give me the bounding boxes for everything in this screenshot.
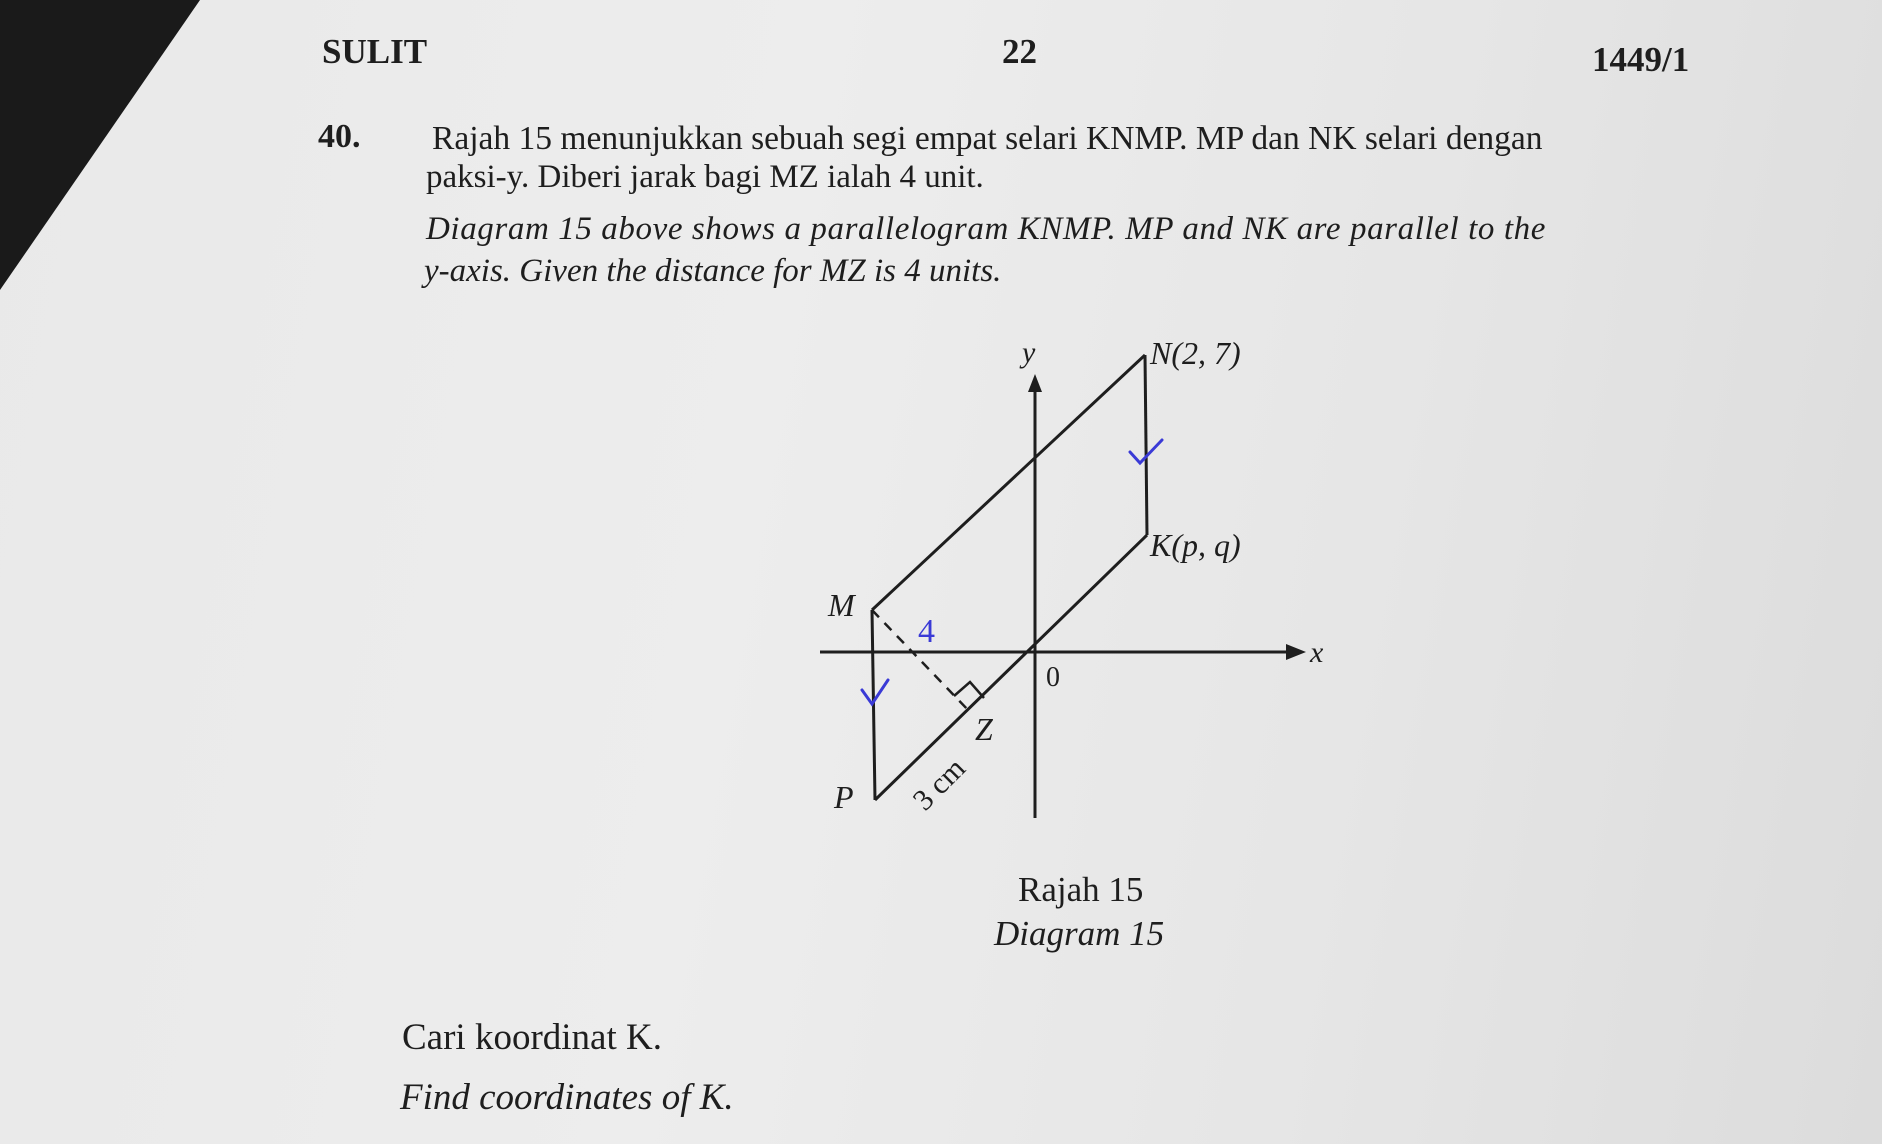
header-page-number: 22 <box>1002 32 1037 71</box>
header-sulit: SULIT <box>322 32 428 71</box>
point-P-label: P <box>834 779 854 815</box>
handwritten-length-3cm: 3 cm <box>906 751 972 817</box>
x-axis-label: x <box>1310 636 1324 669</box>
side-KP <box>875 535 1147 800</box>
point-Z-label: Z <box>975 711 993 747</box>
caption-english: Diagram 15 <box>994 914 1165 953</box>
header-paper-code: 1449/1 <box>1592 40 1690 79</box>
question-english-line2: y-axis. Given the distance for MZ is 4 units. <box>424 253 1002 289</box>
tick-mark-MP <box>862 680 888 704</box>
task-malay: Cari koordinat K. <box>402 1017 662 1058</box>
y-axis-label: y <box>1022 336 1036 369</box>
handwritten-distance-4: 4 <box>918 613 935 650</box>
point-K-label: K(p, q) <box>1150 527 1241 563</box>
side-MN <box>872 355 1145 610</box>
y-axis-arrow <box>1028 374 1042 392</box>
question-malay-line2: paksi-y. Diberi jarak bagi MZ ialah 4 unit. <box>426 159 984 195</box>
side-NK <box>1145 355 1147 535</box>
question-number: 40. <box>318 118 361 155</box>
point-N-label: N(2, 7) <box>1150 335 1241 371</box>
caption-malay: Rajah 15 <box>1018 870 1144 909</box>
right-angle-marker <box>954 682 984 698</box>
question-malay-line1: Rajah 15 menunjukkan sebuah segi empat selari KNMP. MP dan NK selari dengan <box>432 120 1543 157</box>
point-M-label: M <box>828 587 855 623</box>
question-english-line1: Diagram 15 above shows a parallelogram KNMP. MP and NK are parallel to the <box>426 211 1546 247</box>
origin-label: 0 <box>1046 662 1060 693</box>
task-english: Find coordinates of K. <box>400 1077 734 1118</box>
x-axis-arrow <box>1286 644 1306 660</box>
